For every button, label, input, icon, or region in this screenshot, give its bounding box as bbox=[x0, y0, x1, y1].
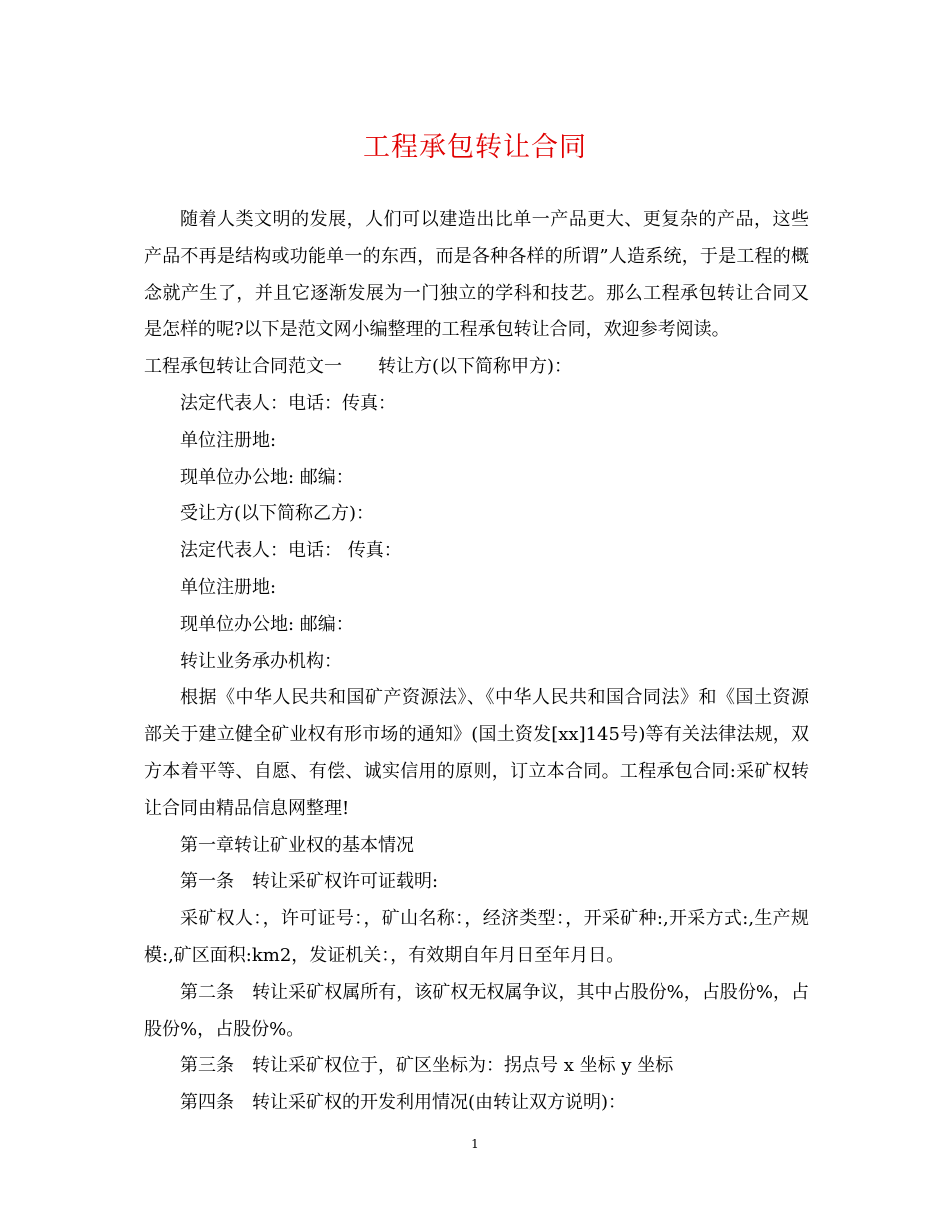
transferor-heading: 转让方(以下简称甲方)： bbox=[378, 356, 573, 378]
transfer-agency: 转让业务承办机构： bbox=[180, 650, 342, 672]
article-2-label: 第二条 bbox=[180, 981, 235, 1003]
party-a-representative: 法定代表人：电话：传真： bbox=[180, 392, 396, 414]
page-number: 1 bbox=[471, 1137, 479, 1151]
article-1-detail: 采矿权人：，许可证号：，矿山名称：，经济类型：，开采矿种:,开采方式:,生产规模:,矿区面积:km2，发证机关：，有效期自年月日至年月日。 bbox=[144, 908, 809, 966]
article-3-text: 转让采矿权位于，矿区坐标为：拐点号 x 坐标 y 坐标 bbox=[252, 1055, 674, 1077]
legal-basis-paragraph: 根据《中华人民共和国矿产资源法》、《中华人民共和国合同法》和《国土资源部关于建立健全矿业权有形市场的通知》(国土资发[xx]145号)等有关法律法规，双方本着平等、自愿、有偿、诚实信用的原则，订立本合同。工程承包合同:采矿权转让合同由精品信息网整理! bbox=[144, 687, 809, 819]
party-b-representative: 法定代表人：电话： 传真： bbox=[180, 540, 402, 562]
article-2 bbox=[144, 975, 809, 1049]
article-3 bbox=[144, 1048, 809, 1085]
article-4-text: 转让采矿权的开发利用情况(由转让双方说明)： bbox=[252, 1092, 627, 1114]
chapter-1-heading: 第一章转让矿业权的基本情况 bbox=[180, 834, 414, 856]
party-b-registered-address: 单位注册地: bbox=[180, 576, 277, 598]
intro-paragraph: 随着人类文明的发展，人们可以建造出比单一产品更大、更复杂的产品，这些产品不再是结构或功能单一的东西，而是各种各样的所谓”人造系统，于是工程的概念就产生了，并且它逐渐发展为一门独立的学科和技艺。那么工程承包转让合同又是怎样的呢?以下是范文网小编整理的工程承包转让合同，欢迎参考阅读。 bbox=[144, 209, 809, 341]
party-a-office-address: 现单位办公地: 邮编： bbox=[180, 466, 354, 488]
party-a-registered-address: 单位注册地: bbox=[180, 429, 277, 451]
article-1 bbox=[144, 864, 809, 901]
article-4 bbox=[144, 1085, 809, 1122]
sample-heading: 工程承包转让合同范文一 bbox=[144, 356, 342, 378]
article-1-text: 转让采矿权许可证载明: bbox=[252, 871, 439, 893]
party-b-office-address: 现单位办公地: 邮编： bbox=[180, 613, 354, 635]
sample-heading-line bbox=[144, 349, 809, 386]
transferee-heading: 受让方(以下简称乙方)： bbox=[180, 503, 375, 525]
article-3-label: 第三条 bbox=[180, 1055, 234, 1077]
article-1-label: 第一条 bbox=[180, 871, 234, 893]
article-4-label: 第四条 bbox=[180, 1092, 234, 1114]
document-body bbox=[144, 202, 809, 1122]
document-title: 工程承包转让合同 bbox=[363, 132, 587, 163]
article-2-text: 转让采矿权属所有，该矿权无权属争议，其中占股份%，占股份%，占股份%，占股份%。 bbox=[144, 981, 809, 1040]
